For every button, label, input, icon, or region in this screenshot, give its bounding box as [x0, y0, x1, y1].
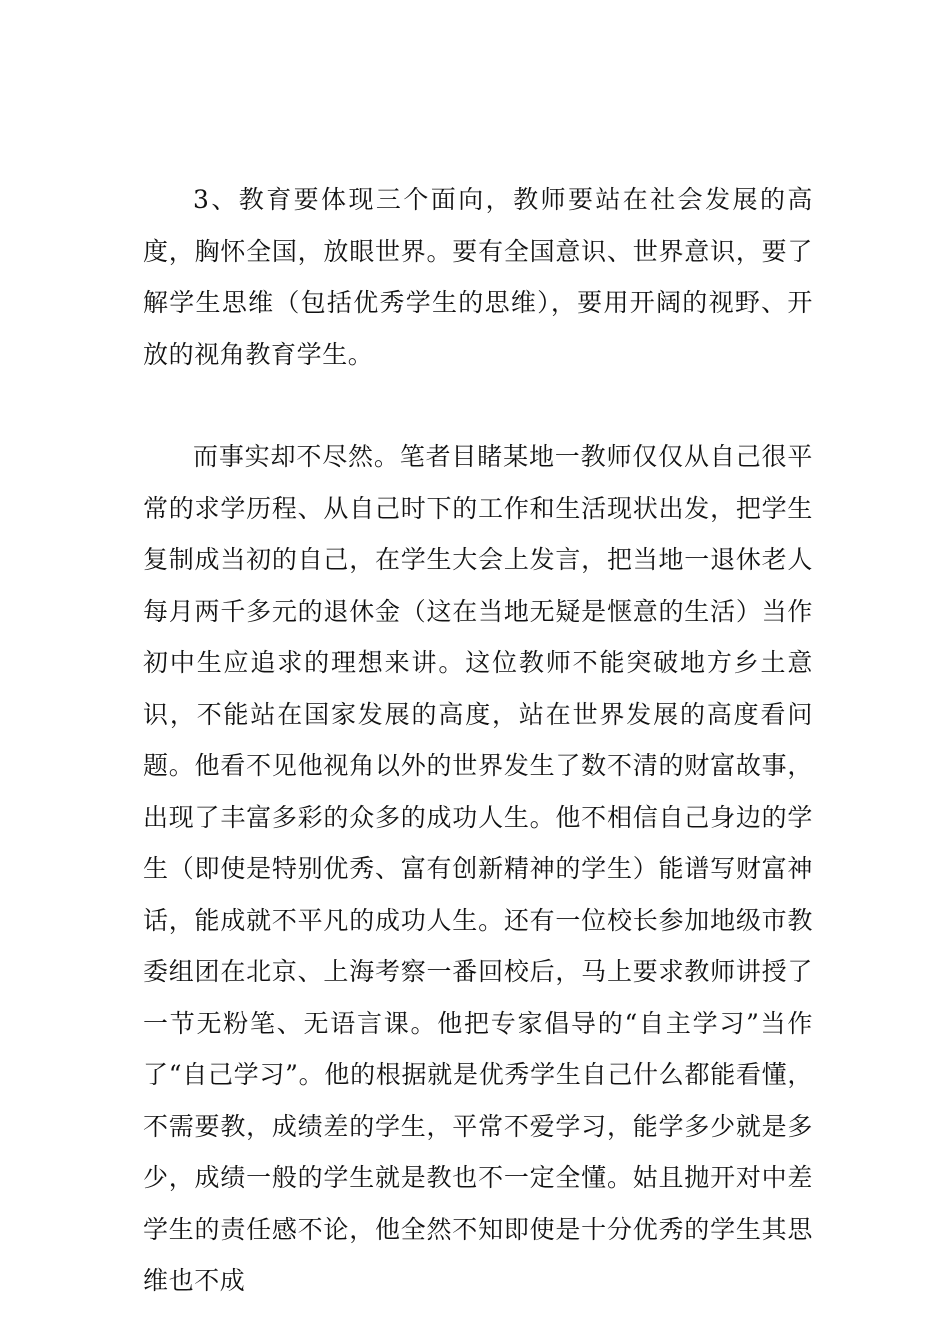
paragraph-three-orientations: 3、教育要体现三个面向，教师要站在社会发展的高度，胸怀全国，放眼世界。要有全国意识、世界意识，要了解学生思维（包括优秀学生的思维），要用开阔的视野、开放的视角教育学生。 — [143, 185, 813, 369]
document-body — [143, 174, 813, 1307]
paragraph-counterexample: 而事实却不尽然。笔者目睹某地一教师仅仅从自己很平常的求学历程、从自己时下的工作和生活现状出发，把学生复制成当初的自己，在学生大会上发言，把当地一退休老人每月两千多元的退休金（这在当地无疑是惬意的生活）当作初中生应追求的理想来讲。这位教师不能突破地方乡土意识，不能站在国家发展的高度，站在世界发展的高度看问题。他看不见他视角以外的世界发生了数不清的财富故事，出现了丰富多彩的众多的成功人生。他不相信自己身边的学生（即使是特别优秀、富有创新精神的学生）能谱写财富神话，能成就不平凡的成功人生。还有一位校长参加地级市教委组团在北京、上海考察一番回校后，马上要求教师讲授了一节无粉笔、无语言课。他把专家倡导的“自主学习”当作了“自己学习”。他的根据就是优秀学生自己什么都能看懂，不需要教，成绩差的学生，平常不爱学习，能学多少就是多少，成绩一般的学生就是教也不一定全懂。姑且抛开对中差学生的责任感不论，他全然不知即使是十分优秀的学生其思维也不成 — [143, 442, 813, 1295]
